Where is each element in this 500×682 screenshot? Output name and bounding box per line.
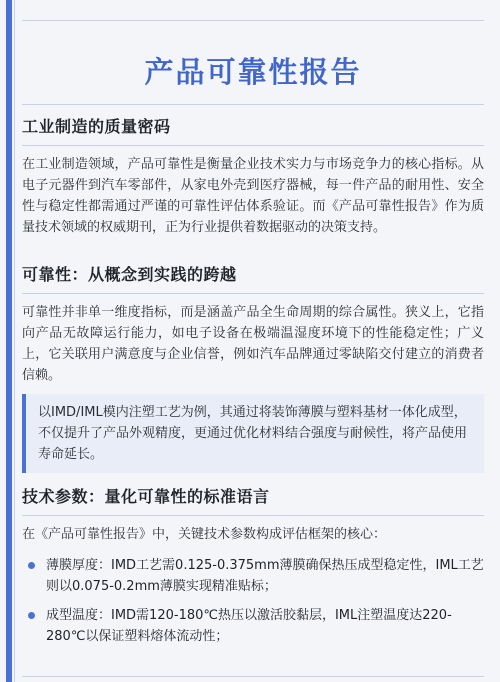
list-item-text: 薄膜厚度：IMD工艺需0.125-0.375mm薄膜确保热压成型稳定性，IML工艺则以0.075-0.2mm薄膜实现精准贴标； <box>46 558 484 594</box>
list-item <box>22 605 484 647</box>
bullet-icon <box>28 612 35 619</box>
parameter-list <box>22 555 484 647</box>
quote-block: 以IMD/IML模内注塑工艺为例，其通过将装饰薄膜与塑料基材一体化成型，不仅提升了产品外观精度，更通过优化材料结合强度与耐候性，将产品使用寿命延长。 <box>22 394 484 473</box>
left-accent-border <box>6 0 12 682</box>
section-paragraph: 可靠性并非单一维度指标，而是涵盖产品全生命周期的综合属性。狭义上，它指向产品无故障运行能力，如电子设备在极端温湿度环境下的性能稳定性；广义上，它关联用户满意度与企业信誉，例如汽车品牌通过零缺陷交付建立的消费者信赖。 <box>22 305 484 383</box>
bullet-icon <box>28 562 35 569</box>
section-heading: 工业制造的质量密码 <box>22 114 484 146</box>
title-top-rule <box>22 20 484 21</box>
list-item <box>22 555 484 597</box>
page-title: 产品可靠性报告 <box>144 55 362 89</box>
section-quality-code <box>22 114 484 238</box>
section-heading: 可靠性：从概念到实践的跨越 <box>22 262 484 294</box>
bottom-rule <box>22 676 484 677</box>
section-paragraph: 在工业制造领域，产品可靠性是衡量企业技术实力与市场竞争力的核心指标。从电子元器件到汽车零部件，从家电外壳到医疗器械，每一件产品的耐用性、安全性与稳定性都需通过严谨的可靠性评估体系验证。而《产品可靠性报告》作为质量技术领域的权威期刊，正为行业提供着数据驱动的决策支持。 <box>22 157 484 235</box>
section-technical-parameters <box>22 484 484 655</box>
section-heading: 技术参数：量化可靠性的标准语言 <box>22 484 484 516</box>
section-paragraph: 在《产品可靠性报告》中，关键技术参数构成评估框架的核心： <box>22 527 387 542</box>
title-bottom-rule <box>22 104 484 105</box>
section-concept-to-practice <box>22 262 484 386</box>
title-area <box>22 0 484 108</box>
list-item-text: 成型温度：IMD需120-180℃热压以激活胶黏层，IML注塑温度达220-280℃以保证塑料熔体流动性； <box>46 608 452 644</box>
